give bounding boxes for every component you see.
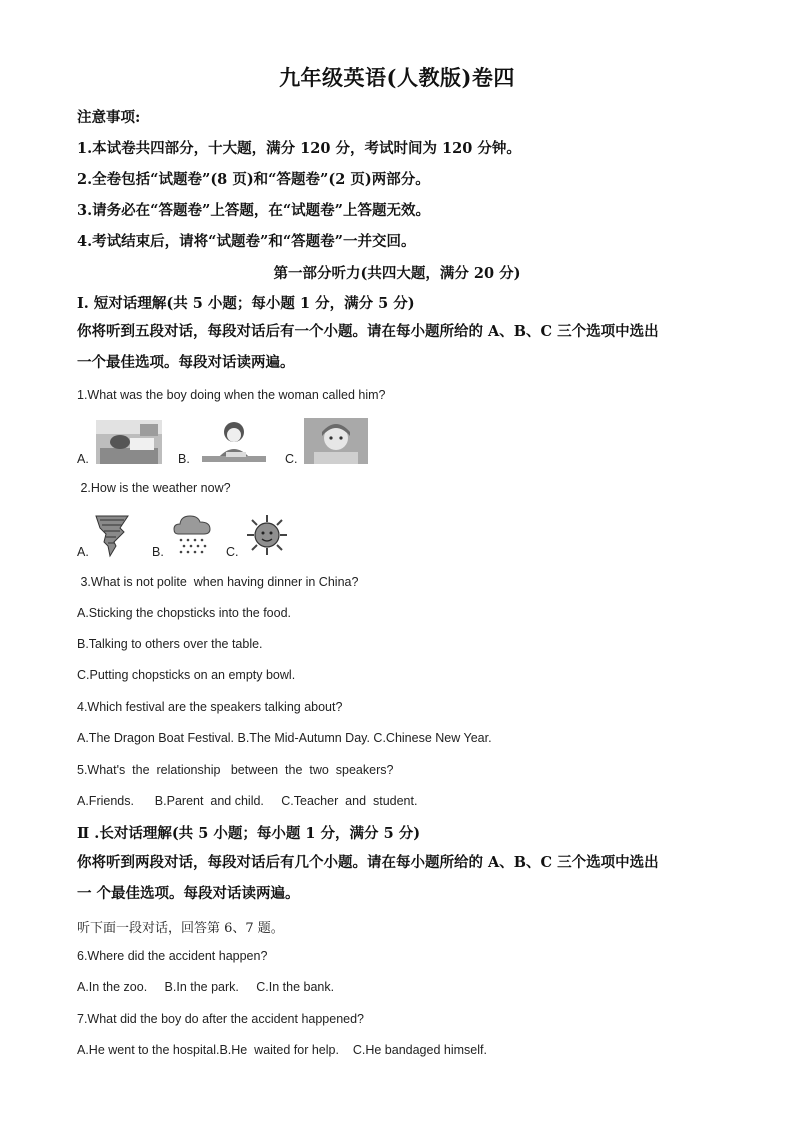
sun-icon bbox=[246, 514, 288, 556]
question-3: 3.What is not polite when having dinner in China? bbox=[77, 575, 359, 589]
part1-heading: 第一部分听力(共四大题，满分 20 分) bbox=[273, 265, 521, 282]
listen-note: 听下面一段对话，回答第 6、7 题。 bbox=[77, 921, 284, 936]
section1-instruction-line1: 你将听到五段对话，每段对话后有一个小题。请在每小题所给的 A、B、C 三个选项中选出 bbox=[77, 323, 659, 340]
q1-option-c-image bbox=[304, 418, 368, 464]
question-4: 4.Which festival are the speakers talking about? bbox=[77, 700, 343, 714]
question-5: 5.What's the relationship between the two speakers? bbox=[77, 763, 394, 777]
tornado-icon bbox=[94, 512, 130, 558]
snow-cloud-icon bbox=[172, 512, 212, 558]
q2-option-b-label: B. bbox=[152, 545, 164, 559]
q2-option-a-label: A. bbox=[77, 545, 89, 559]
q1-option-c-label: C. bbox=[285, 452, 298, 466]
q5-options: A.Friends. B.Parent and child. C.Teacher and student. bbox=[77, 794, 418, 808]
q1-option-a-image bbox=[96, 420, 162, 464]
notice-rule-2: 2.全卷包括“试题卷”(8 页)和“答题卷”(2 页)两部分。 bbox=[77, 171, 430, 188]
q1-option-b-image bbox=[198, 418, 270, 464]
q3-option-c: C.Putting chopsticks on an empty bowl. bbox=[77, 668, 296, 682]
q1-option-b-label: B. bbox=[178, 452, 190, 466]
question-2: 2.How is the weather now? bbox=[77, 481, 231, 495]
section2-instruction-line2: 一 个最佳选项。每段对话读两遍。 bbox=[77, 885, 300, 902]
section2-heading: Ⅱ .长对话理解(共 5 小题；每小题 1 分，满分 5 分) bbox=[77, 825, 421, 842]
page-title: 九年级英语(人教版)卷四 bbox=[279, 65, 515, 90]
section2-instruction-line1: 你将听到两段对话，每段对话后有几个小题。请在每小题所给的 A、B、C 三个选项中选出 bbox=[77, 854, 659, 871]
q3-option-b: B.Talking to others over the table. bbox=[77, 637, 263, 651]
question-6: 6.Where did the accident happen? bbox=[77, 949, 268, 963]
section2-instruction bbox=[77, 847, 727, 909]
section1-instruction-line2: 一个最佳选项。每段对话读两遍。 bbox=[77, 354, 295, 371]
notice-rule-3: 3.请务必在“答题卷”上答题，在“试题卷”上答题无效。 bbox=[77, 202, 430, 219]
notice-rule-4: 4.考试结束后，请将“试题卷”和“答题卷”一并交回。 bbox=[77, 233, 416, 250]
q3-option-a: A.Sticking the chopsticks into the food. bbox=[77, 606, 292, 620]
q6-options: A.In the zoo. B.In the park. C.In the bank. bbox=[77, 980, 335, 994]
question-1: 1.What was the boy doing when the woman called him? bbox=[77, 388, 386, 402]
q7-options: A.He went to the hospital.B.He waited for help. C.He bandaged himself. bbox=[77, 1043, 487, 1057]
q2-option-c-label: C. bbox=[226, 545, 239, 559]
section1-heading: I. 短对话理解(共 5 小题；每小题 1 分，满分 5 分) bbox=[77, 295, 415, 312]
question-7: 7.What did the boy do after the accident happened? bbox=[77, 1012, 365, 1026]
notice-heading: 注意事项: bbox=[77, 109, 141, 126]
section1-instruction bbox=[77, 316, 727, 378]
q4-options: A.The Dragon Boat Festival. B.The Mid-Autumn Day. C.Chinese New Year. bbox=[77, 731, 492, 745]
q1-option-a-label: A. bbox=[77, 452, 89, 466]
notice-rule-1: 1.本试卷共四部分，十大题，满分 120 分，考试时间为 120 分钟。 bbox=[77, 140, 521, 157]
